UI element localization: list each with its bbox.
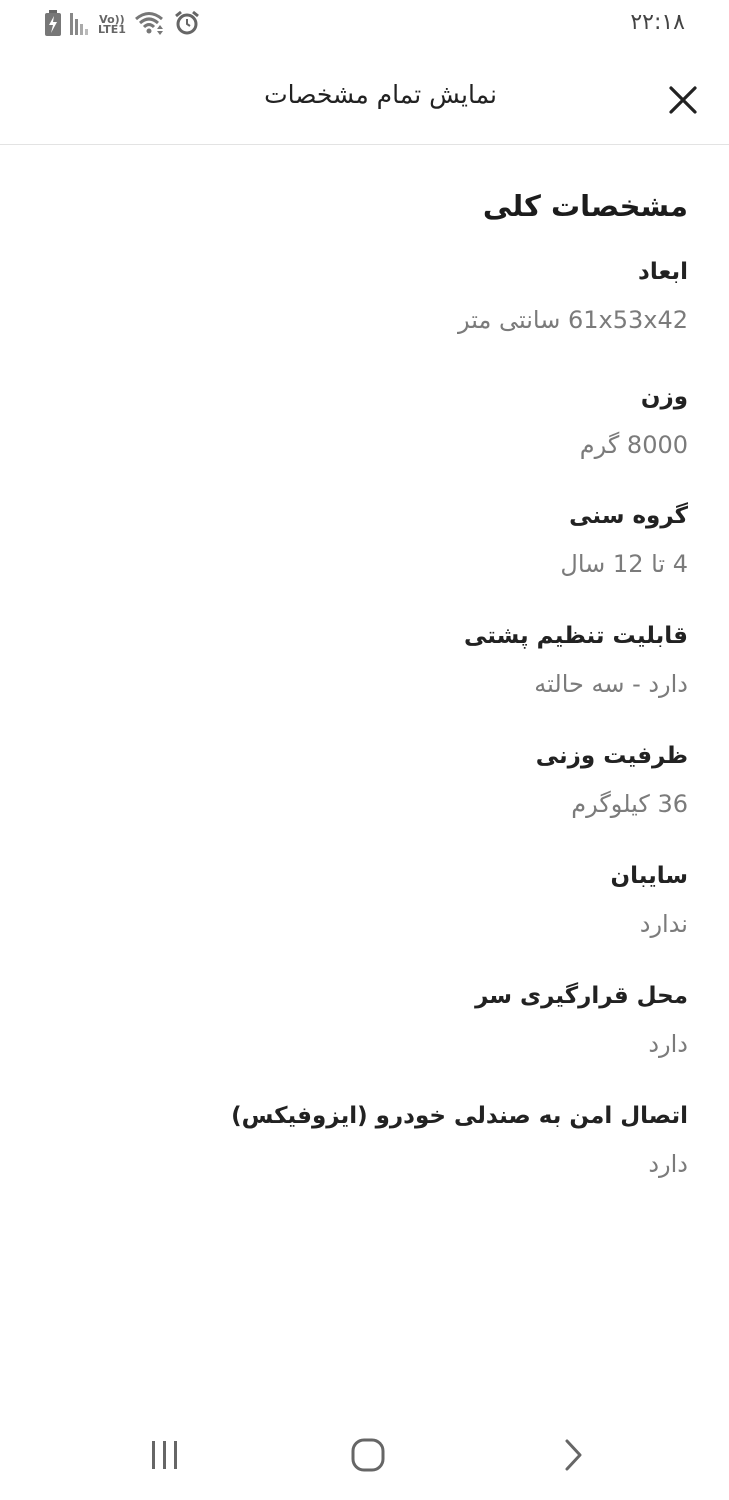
volte-icon	[98, 15, 126, 35]
spec-item	[28, 257, 688, 335]
recent-apps-button[interactable]	[140, 1430, 190, 1480]
network-label-bottom: LTE1	[98, 23, 126, 36]
close-icon	[663, 80, 703, 120]
spec-item	[28, 741, 688, 819]
spec-value: 61x53x42 سانتی متر	[458, 306, 688, 334]
alarm-icon	[174, 10, 200, 40]
spec-value: دارد	[648, 1030, 688, 1058]
navigation-bar	[0, 1400, 729, 1500]
spec-item	[28, 621, 688, 699]
spec-item	[28, 501, 688, 579]
spec-label: اتصال امن به صندلی خودرو (ایزوفیکس)	[231, 1103, 688, 1129]
spec-item	[28, 1101, 688, 1179]
battery-charging-icon	[44, 10, 62, 40]
spec-value: ندارد	[639, 910, 688, 938]
spec-value: دارد	[648, 1150, 688, 1178]
spec-value: دارد - سه حالته	[534, 670, 688, 698]
recent-apps-icon	[148, 1439, 182, 1471]
close-button[interactable]	[663, 80, 703, 120]
back-icon	[561, 1438, 585, 1472]
spec-label: ظرفیت وزنی	[535, 743, 688, 769]
home-button[interactable]	[343, 1430, 393, 1480]
spec-label: سایبان	[610, 863, 688, 889]
spec-label: وزن	[640, 384, 688, 410]
home-icon	[350, 1437, 386, 1473]
spec-label: گروه سنی	[569, 503, 688, 529]
spec-value: 8000 گرم	[579, 431, 688, 459]
spec-label: قابلیت تنظیم پشتی	[463, 623, 688, 649]
status-bar	[0, 0, 729, 50]
wifi-icon	[134, 11, 166, 39]
spec-label: ابعاد	[638, 259, 688, 285]
spec-item	[28, 382, 688, 460]
back-button[interactable]	[548, 1430, 598, 1480]
network-label-top: Vo))	[99, 13, 125, 26]
spec-label: محل قرارگیری سر	[475, 983, 688, 1009]
section-title: مشخصات کلی	[482, 189, 688, 223]
status-time: ۲۲:۱۸	[630, 10, 685, 35]
header	[0, 50, 729, 145]
spec-value: 4 تا 12 سال	[560, 550, 688, 578]
spec-value: 36 کیلوگرم	[571, 790, 688, 818]
signal-icon	[70, 11, 90, 39]
spec-item	[28, 861, 688, 939]
status-icons	[44, 10, 200, 40]
page-title: نمایش تمام مشخصات	[264, 80, 497, 109]
spec-item	[28, 981, 688, 1059]
